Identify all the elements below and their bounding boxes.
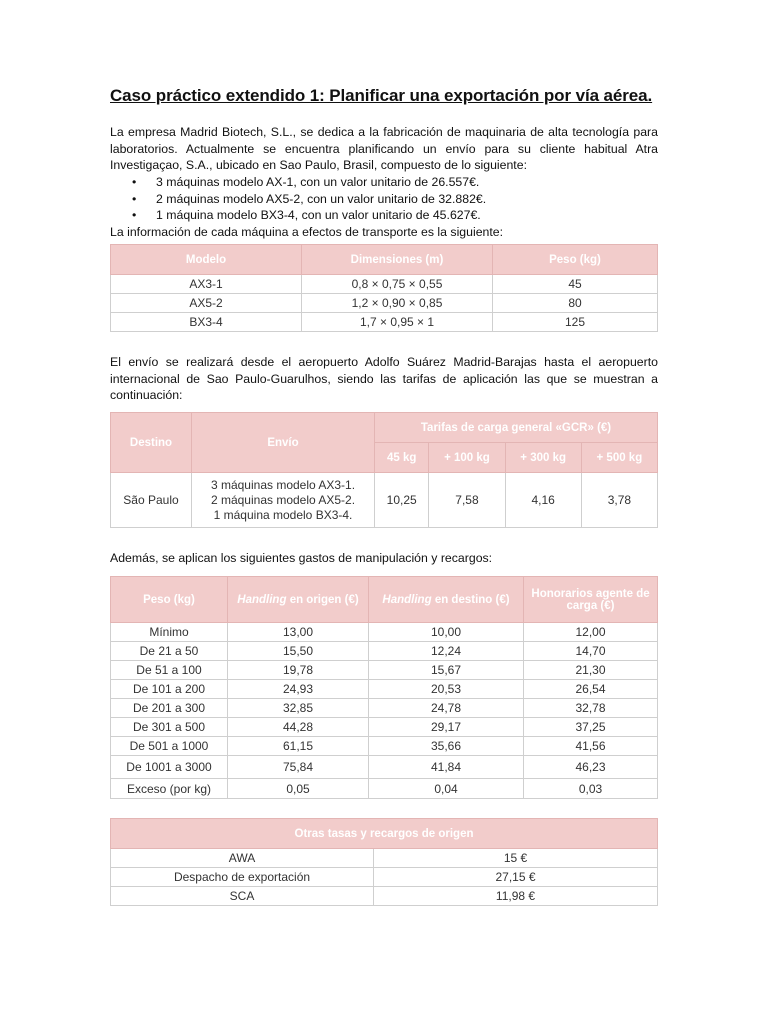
cell-origen: 44,28 [228,718,369,737]
cell-rate-100kg: 7,58 [429,473,505,528]
col-header-500kg: + 500 kg [581,443,657,473]
cell-destino: 0,04 [369,779,524,799]
cell-modelo: BX3-4 [111,313,302,332]
handling-table [110,576,658,799]
table-row [111,756,658,779]
cell-peso: 125 [493,313,658,332]
table-row [111,868,658,887]
cell-destino: 12,24 [369,642,524,661]
cell-peso: De 301 a 500 [111,718,228,737]
cell-importe: 27,15 € [374,868,658,887]
col-header-handling-origen [228,577,369,623]
table-row [111,680,658,699]
table-row [111,275,658,294]
table-row [111,294,658,313]
cell-origen: 0,05 [228,779,369,799]
cell-origen: 61,15 [228,737,369,756]
shipping-paragraph: El envío se realizará desde el aeropuerto Adolfo Suárez Madrid-Barajas hasta el aeropuerto internacional de Sao Paulo-Guarulhos, siendo las tarifas de aplicación las que se muestran a continuación: [110,355,658,403]
cell-origen: 19,78 [228,661,369,680]
bullet-icon: • [132,175,137,189]
cell-origen: 24,93 [228,680,369,699]
cell-honorarios: 14,70 [524,642,658,661]
surcharges-table [110,818,658,906]
table-row [111,313,658,332]
list-item [110,191,658,208]
cell-peso: De 51 a 100 [111,661,228,680]
table-header-row [111,819,658,849]
cell-modelo: AX3-1 [111,275,302,294]
cell-destino: 35,66 [369,737,524,756]
cell-rate-45kg: 10,25 [375,473,429,528]
envio-line: 1 máquina modelo BX3-4. [213,507,353,522]
cell-concepto: Despacho de exportación [111,868,374,887]
handling-destino-em: Handling [382,593,432,606]
cell-concepto: AWA [111,849,374,868]
cell-origen: 13,00 [228,623,369,642]
cell-honorarios: 46,23 [524,756,658,779]
cell-rate-300kg: 4,16 [505,473,581,528]
cell-honorarios: 32,78 [524,699,658,718]
cell-origen: 15,50 [228,642,369,661]
table-row [111,849,658,868]
bullet-icon: • [132,208,137,223]
handling-origen-rest: en origen (€) [286,593,359,606]
cell-honorarios: 21,30 [524,661,658,680]
cell-concepto: SCA [111,887,374,906]
cell-honorarios: 0,03 [524,779,658,799]
cell-envio [192,473,375,528]
envio-line: 3 máquinas modelo AX3-1. [210,477,356,492]
table-row [111,887,658,906]
cell-peso: Mínimo [111,623,228,642]
table-row [111,779,658,799]
cell-destino: 24,78 [369,699,524,718]
cell-destino: 41,84 [369,756,524,779]
cell-destino: São Paulo [111,473,192,528]
list-item [110,207,658,224]
col-header-300kg: + 300 kg [505,443,581,473]
cell-peso: Exceso (por kg) [111,779,228,799]
cell-peso: De 21 a 50 [111,642,228,661]
col-header-45kg: 45 kg [375,443,429,473]
cell-honorarios: 37,25 [524,718,658,737]
table-row [111,737,658,756]
cell-importe: 15 € [374,849,658,868]
cell-destino: 29,17 [369,718,524,737]
table-row [111,661,658,680]
col-header-peso: Peso (kg) [111,577,228,623]
cell-rate-500kg: 3,78 [581,473,657,528]
col-header-peso: Peso (kg) [493,245,658,275]
cell-peso: 45 [493,275,658,294]
col-header-dimensiones: Dimensiones (m) [302,245,493,275]
col-header-destino: Destino [111,413,192,473]
page-title: Caso práctico extendido 1: Planificar una exportación por vía aérea. [110,86,653,105]
cell-destino: 10,00 [369,623,524,642]
cell-honorarios: 26,54 [524,680,658,699]
table-row [111,623,658,642]
col-header-envio: Envío [192,413,375,473]
list-item-text: 2 máquinas modelo AX5-2, con un valor unitario de 32.882€. [156,191,487,206]
list-item-text: 1 máquina modelo BX3-4, con un valor unitario de 45.627€. [156,208,481,223]
cell-dimensiones: 1,7 × 0,95 × 1 [302,313,493,332]
cell-peso: De 501 a 1000 [111,737,228,756]
envio-line: 2 máquinas modelo AX5-2. [210,492,356,507]
list-item [110,174,658,191]
intro-paragraph: La empresa Madrid Biotech, S.L., se dedica a la fabricación de maquinaria de alta tecnología para laboratorios. Actualmente se encuentra planificando un envío para su cliente habitual Atra Investigaçao, S.A., ubicado en Sao Paulo, Brasil, compuesto de lo siguiente: [110,125,658,173]
cell-peso: De 101 a 200 [111,680,228,699]
table-header-row [111,245,658,275]
cell-peso: De 201 a 300 [111,699,228,718]
cell-peso: De 1001 a 3000 [111,756,228,779]
table-row [111,473,658,528]
col-header-tarifas: Tarifas de carga general «GCR» (€) [375,413,658,443]
cell-importe: 11,98 € [374,887,658,906]
table-header-row [111,577,658,623]
info-line: La información de cada máquina a efectos de transporte es la siguiente: [110,225,504,239]
col-header-honorarios: Honorarios agente de carga (€) [524,577,658,623]
handling-origen-em: Handling [237,593,287,606]
surcharges-header: Otras tasas y recargos de origen [111,819,658,849]
table-row [111,642,658,661]
col-header-modelo: Modelo [111,245,302,275]
cell-modelo: AX5-2 [111,294,302,313]
bullet-icon: • [132,191,137,206]
cell-destino: 15,67 [369,661,524,680]
col-header-100kg: + 100 kg [429,443,505,473]
cell-destino: 20,53 [369,680,524,699]
cell-honorarios: 12,00 [524,623,658,642]
cell-dimensiones: 0,8 × 0,75 × 0,55 [302,275,493,294]
cell-peso: 80 [493,294,658,313]
col-header-handling-destino [369,577,524,623]
machine-list [110,174,658,224]
table-row [111,718,658,737]
table-row [111,699,658,718]
cell-origen: 32,85 [228,699,369,718]
handling-destino-rest: en destino (€) [431,593,510,606]
rates-table [110,412,658,528]
machines-table [110,244,658,332]
handling-line: Además, se aplican los siguientes gastos de manipulación y recargos: [110,551,493,565]
table-header-row [111,413,658,443]
cell-honorarios: 41,56 [524,737,658,756]
list-item-text: 3 máquinas modelo AX-1, con un valor unitario de 26.557€. [156,175,480,189]
cell-origen: 75,84 [228,756,369,779]
cell-dimensiones: 1,2 × 0,90 × 0,85 [302,294,493,313]
